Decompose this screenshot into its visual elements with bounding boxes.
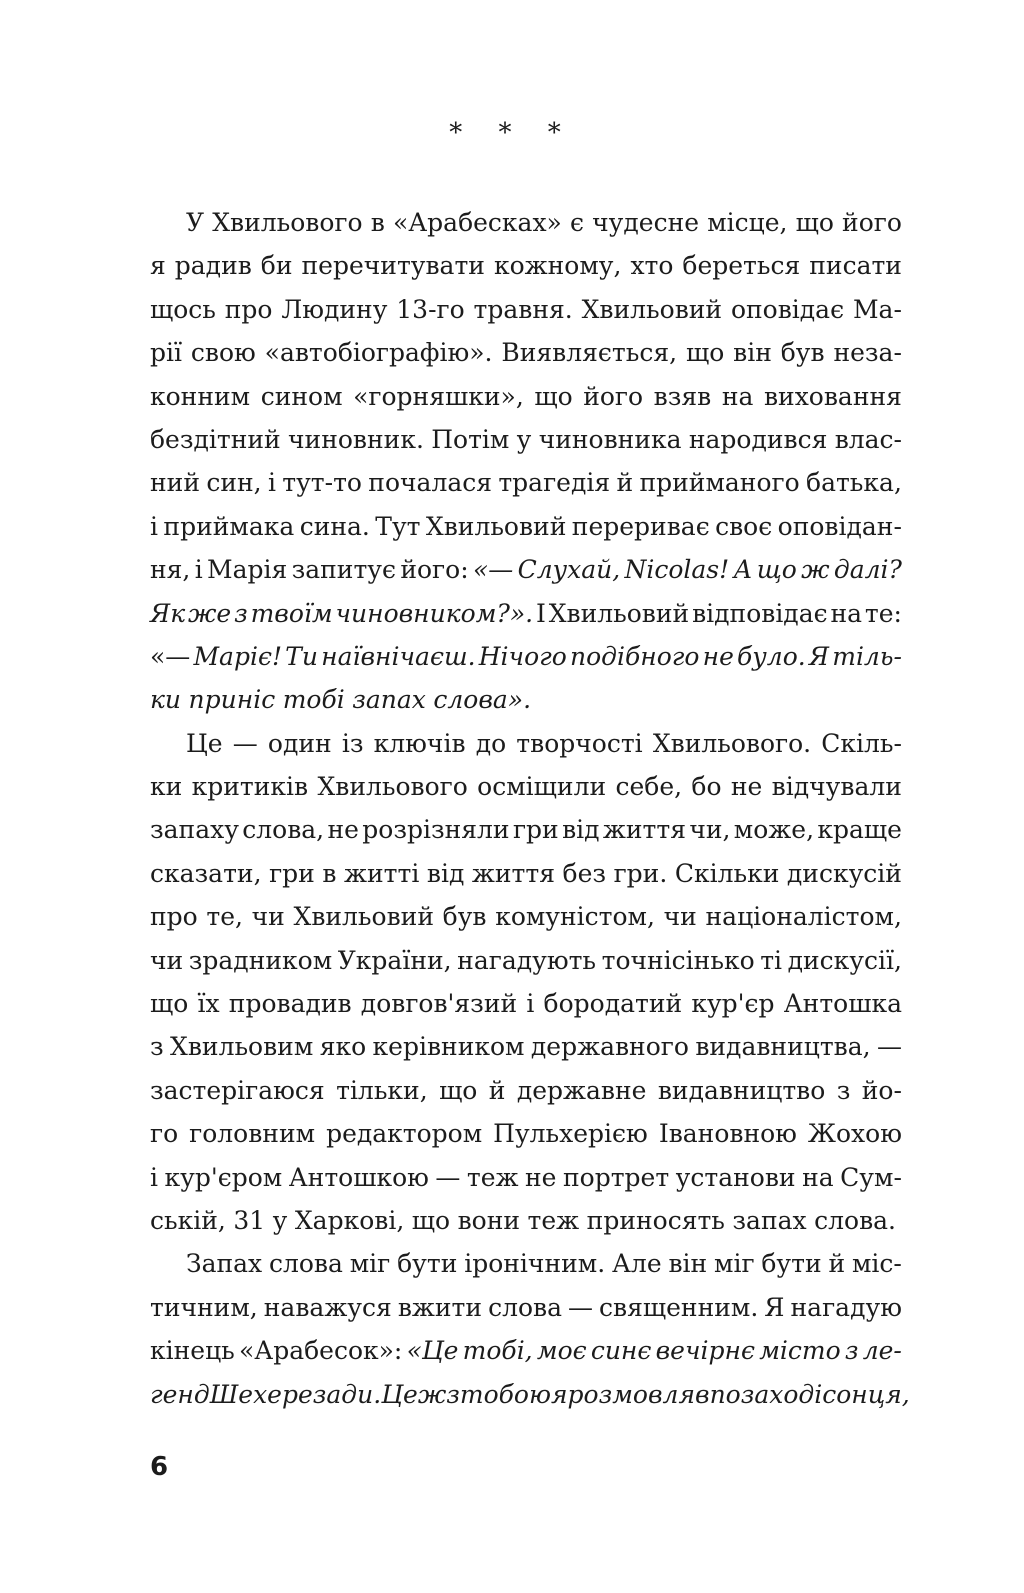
word: що	[534, 381, 573, 411]
word: народився	[688, 424, 828, 454]
word: було.	[737, 641, 806, 671]
word: місце,	[707, 208, 788, 237]
word: почалася	[368, 468, 493, 498]
word: редактором	[326, 1119, 483, 1149]
word: Жохою	[807, 1119, 902, 1149]
text-line	[150, 1156, 902, 1199]
word: кур'єром	[164, 1162, 283, 1192]
word: що	[756, 555, 797, 585]
word: Але	[612, 1249, 662, 1279]
word: син,	[206, 468, 262, 498]
word: з	[234, 598, 248, 628]
word: своє	[715, 511, 773, 541]
word: Шехерезади.	[209, 1379, 382, 1409]
text-line	[150, 244, 902, 287]
word: в	[322, 858, 337, 888]
word: і	[526, 989, 535, 1019]
word: запах	[352, 685, 426, 715]
word: взяв	[653, 381, 712, 411]
word: ле-	[862, 1336, 902, 1366]
word: видавництво	[657, 1075, 826, 1105]
word: установи	[675, 1162, 796, 1192]
word: чи	[251, 902, 285, 932]
word: є	[570, 208, 585, 237]
word: бородатий	[543, 989, 683, 1019]
word: Марія	[207, 555, 288, 585]
word: заході	[740, 1379, 823, 1409]
word: в	[370, 208, 385, 237]
word: життя	[471, 858, 555, 888]
word: тільки,	[336, 1075, 428, 1105]
word: Скільки	[674, 858, 780, 888]
word: 31	[233, 1205, 266, 1235]
word: неза-	[833, 338, 902, 368]
word: націоналістом,	[705, 902, 902, 932]
word: й	[616, 468, 634, 498]
word: Потім	[431, 424, 510, 454]
word: сказати,	[150, 858, 262, 888]
text-line	[150, 982, 902, 1025]
text-line	[150, 722, 902, 765]
word: Антошкою	[288, 1162, 429, 1192]
word: —	[435, 1162, 461, 1192]
word: без	[562, 858, 607, 888]
word: Ти	[285, 641, 318, 671]
word: бездітний	[150, 424, 281, 454]
word: чи,	[689, 815, 731, 845]
word: кур'єр	[691, 989, 775, 1019]
word: Nicolas!	[624, 555, 730, 585]
word: один	[267, 728, 332, 758]
word: сином	[260, 381, 343, 411]
word: відповідає	[692, 598, 828, 628]
word: чи	[150, 945, 184, 975]
text-line	[150, 895, 902, 938]
word: гри.	[613, 858, 668, 888]
word: «Арабесок»:	[238, 1336, 403, 1366]
word: й	[828, 1249, 846, 1279]
text-line	[150, 1286, 902, 1329]
word: державного	[530, 1032, 689, 1062]
word: не	[327, 815, 359, 845]
word: і	[267, 468, 276, 498]
word: приносять	[586, 1205, 725, 1235]
word: і	[150, 1162, 158, 1192]
word: до	[475, 728, 507, 758]
word: ки	[150, 685, 182, 715]
word: довгов'язий	[360, 989, 518, 1019]
word: кожному,	[493, 251, 622, 281]
word: тут-то	[282, 468, 362, 498]
word: не	[525, 1162, 557, 1192]
word: бо	[691, 772, 722, 802]
word: Це	[186, 728, 223, 758]
text-line	[150, 201, 902, 244]
word: що	[685, 338, 725, 368]
word: точнісінько	[601, 945, 755, 975]
text-line	[150, 288, 902, 331]
word: би	[260, 251, 293, 281]
word: же	[187, 598, 232, 628]
word: нагадують	[457, 945, 597, 975]
word: і	[150, 511, 158, 541]
word: з	[150, 1032, 164, 1062]
word: Антошка	[783, 989, 902, 1019]
word: у	[272, 1205, 288, 1235]
word: не	[702, 641, 734, 671]
text-line	[150, 678, 902, 721]
word: на	[830, 598, 863, 628]
word: моє	[536, 1336, 587, 1366]
word: влас-	[834, 424, 902, 454]
word: з	[446, 1379, 460, 1409]
word: Івановною	[658, 1119, 797, 1149]
word: гри	[269, 858, 315, 888]
word: ня,	[150, 555, 191, 585]
word: Хвильового.	[652, 728, 812, 758]
text-line	[150, 765, 902, 808]
word: Слухай,	[517, 555, 621, 585]
word: бути	[761, 1249, 822, 1279]
text-line	[150, 1025, 902, 1068]
word: Хвильовим	[170, 1032, 314, 1062]
word: «горняшки»,	[353, 381, 524, 411]
word: від	[426, 858, 465, 888]
word: житті	[344, 858, 420, 888]
word: може,	[733, 815, 815, 845]
word: наївнічаєш.	[321, 641, 476, 671]
word: життя	[602, 815, 686, 845]
word: Це	[381, 1379, 418, 1409]
word: був	[780, 338, 825, 368]
word: керівником	[372, 1032, 525, 1062]
word: чиновником?».	[335, 598, 534, 628]
word: міг	[349, 1249, 391, 1279]
word: запах	[732, 1205, 807, 1235]
section-separator: * * *	[449, 118, 575, 148]
word: —	[232, 728, 258, 758]
word: чиновник.	[288, 424, 424, 454]
word: у	[516, 424, 532, 454]
word: й	[488, 1075, 506, 1105]
word: —	[876, 1032, 902, 1062]
word: Виявляється,	[501, 338, 678, 368]
word: що	[411, 1205, 451, 1235]
word: державне	[516, 1075, 647, 1105]
word: сонця,	[822, 1379, 910, 1409]
word: твоїм	[250, 598, 333, 628]
word: краще	[817, 815, 902, 845]
word: Ма-	[852, 294, 902, 324]
word: комуністом,	[495, 902, 655, 932]
word: ж	[417, 1379, 447, 1409]
word: А	[733, 555, 753, 585]
word: він	[733, 338, 772, 368]
word: наважуся	[263, 1292, 392, 1322]
word: про	[150, 902, 198, 932]
word: йо-	[861, 1075, 902, 1105]
text-line	[150, 808, 902, 851]
word: з	[836, 1075, 851, 1105]
text-line	[150, 1329, 902, 1372]
word: «автобіографію».	[264, 338, 493, 368]
word: ключів	[373, 728, 466, 758]
page-number: 6	[150, 1452, 169, 1482]
word: слова».	[433, 685, 532, 715]
word: вони	[457, 1205, 521, 1235]
word: приймака	[163, 511, 295, 541]
word: гри	[512, 815, 559, 845]
word: слова	[488, 1292, 562, 1322]
text-line	[150, 1199, 902, 1242]
word: синє	[590, 1336, 652, 1366]
word: «—	[150, 641, 191, 671]
word: священним.	[599, 1292, 759, 1322]
word: радив	[174, 251, 252, 281]
word: не	[730, 772, 763, 802]
word: яко	[319, 1032, 367, 1062]
word: Хвильовий	[581, 294, 723, 324]
word: їх	[197, 989, 220, 1019]
body-text	[150, 201, 910, 1416]
word: застерігаюся	[150, 1075, 325, 1105]
text-line	[150, 635, 902, 678]
word: І	[535, 598, 546, 628]
word: творчості	[516, 728, 643, 758]
word: тобі	[282, 685, 345, 715]
word: він	[668, 1249, 708, 1279]
word: Хвильового	[317, 772, 468, 802]
word: Марiє!	[193, 641, 283, 671]
word: перечитувати	[301, 251, 485, 281]
word: Пульхерією	[493, 1119, 648, 1149]
word: і	[194, 555, 203, 585]
word: свою	[190, 338, 256, 368]
text-line	[150, 1112, 902, 1155]
word: я	[550, 1379, 568, 1409]
word: тіль-	[832, 641, 902, 671]
text-line	[150, 375, 902, 418]
word: провадив	[228, 989, 352, 1019]
word: вжити	[397, 1292, 483, 1322]
word: по	[709, 1379, 741, 1409]
word: Харкові,	[294, 1205, 405, 1235]
word: тобі,	[462, 1336, 533, 1366]
word: Людину	[281, 294, 388, 324]
word: прийманого	[639, 468, 800, 498]
word: зрадником	[188, 945, 333, 975]
word: виховання	[763, 381, 902, 411]
word: Я	[764, 1292, 785, 1322]
word: відчували	[771, 772, 902, 802]
word: подібного	[569, 641, 700, 671]
word: на	[802, 1162, 834, 1192]
word: Тут	[375, 511, 421, 541]
word: слова.	[814, 1205, 897, 1235]
word: —	[568, 1292, 593, 1322]
word: іронічним.	[464, 1249, 606, 1279]
word: ж	[801, 555, 830, 585]
word: себе,	[615, 772, 683, 802]
word: Хвильовий	[548, 598, 690, 628]
word: вечірнє	[655, 1336, 755, 1366]
word: його:	[400, 555, 469, 585]
word: «Арабесках»	[392, 208, 562, 237]
word: перериває	[571, 511, 710, 541]
word: Сум-	[840, 1162, 902, 1192]
word: портрет	[562, 1162, 670, 1192]
word: рії	[150, 338, 182, 368]
word: писати	[809, 251, 902, 281]
word: Скіль-	[821, 728, 902, 758]
word: го	[150, 1119, 179, 1149]
word: чи	[663, 902, 697, 932]
word: міг	[714, 1249, 755, 1279]
word: береться	[682, 251, 801, 281]
word: оповідан-	[777, 511, 902, 541]
text-line	[150, 1242, 902, 1285]
word: «Це	[406, 1336, 459, 1366]
word: те:	[864, 598, 902, 628]
word: батька,	[806, 468, 902, 498]
word: Я	[808, 641, 830, 671]
word: його	[583, 381, 644, 411]
text-line	[150, 1373, 910, 1416]
word: що	[150, 989, 189, 1019]
word: видавництва,	[695, 1032, 871, 1062]
text-line	[150, 461, 902, 504]
text-line	[150, 505, 902, 548]
word: головним	[189, 1119, 316, 1149]
word: його	[842, 208, 902, 237]
text-line	[150, 331, 902, 374]
word: ській,	[150, 1205, 226, 1235]
word: оповідає	[730, 294, 845, 324]
word: чудесне	[592, 208, 700, 237]
word: конним	[150, 381, 251, 411]
word: генд	[150, 1379, 210, 1409]
word: місто	[759, 1336, 841, 1366]
word: хто	[630, 251, 674, 281]
word: розмовляв	[567, 1379, 710, 1409]
word: приніс	[188, 685, 276, 715]
word: сина.	[299, 511, 370, 541]
word: Нічого	[478, 641, 567, 671]
word: те,	[206, 902, 243, 932]
word: слова,	[242, 815, 325, 845]
word: розрізняли	[362, 815, 510, 845]
word: нагадую	[790, 1292, 902, 1322]
text-line	[150, 852, 902, 895]
word: міс-	[851, 1249, 902, 1279]
word: чиновника	[538, 424, 682, 454]
word: У	[186, 208, 205, 237]
word: Хвильового	[212, 208, 363, 237]
word: кінець	[150, 1336, 235, 1366]
word: Хвильовий	[293, 902, 434, 932]
word: про	[224, 294, 273, 324]
text-line	[150, 548, 902, 591]
word: дискусії,	[787, 945, 902, 975]
word: України,	[337, 945, 452, 975]
word: запитує	[291, 555, 397, 585]
word: критиків	[191, 772, 309, 802]
word: теж	[466, 1162, 519, 1192]
word: на	[721, 381, 754, 411]
word: з	[844, 1336, 859, 1366]
word: Хвильовий	[425, 511, 567, 541]
word: тобою	[459, 1379, 551, 1409]
word: «—	[472, 555, 514, 585]
word: бути	[397, 1249, 458, 1279]
word: тичним,	[150, 1292, 258, 1322]
word: осміщили	[477, 772, 607, 802]
word: запаху	[150, 815, 239, 845]
word: ті	[760, 945, 783, 975]
word: від	[562, 815, 600, 845]
text-line	[150, 1069, 902, 1112]
word: теж	[527, 1205, 580, 1235]
word: дискусій	[786, 858, 902, 888]
word: трагедія	[498, 468, 611, 498]
word: слова	[268, 1249, 343, 1279]
word: 13-го	[396, 294, 465, 324]
word: що	[795, 208, 834, 237]
word: із	[341, 728, 364, 758]
word: ний	[150, 468, 200, 498]
word: травня.	[473, 294, 573, 324]
word: ки	[150, 772, 183, 802]
word: Запах	[186, 1249, 263, 1279]
text-line	[150, 939, 902, 982]
text-line	[150, 592, 902, 635]
word: щось	[150, 294, 216, 324]
word: Як	[150, 598, 186, 628]
text-line	[150, 418, 902, 461]
word: я	[150, 251, 166, 281]
word: далі?	[833, 555, 902, 585]
word: був	[442, 902, 487, 932]
word: що	[439, 1075, 478, 1105]
